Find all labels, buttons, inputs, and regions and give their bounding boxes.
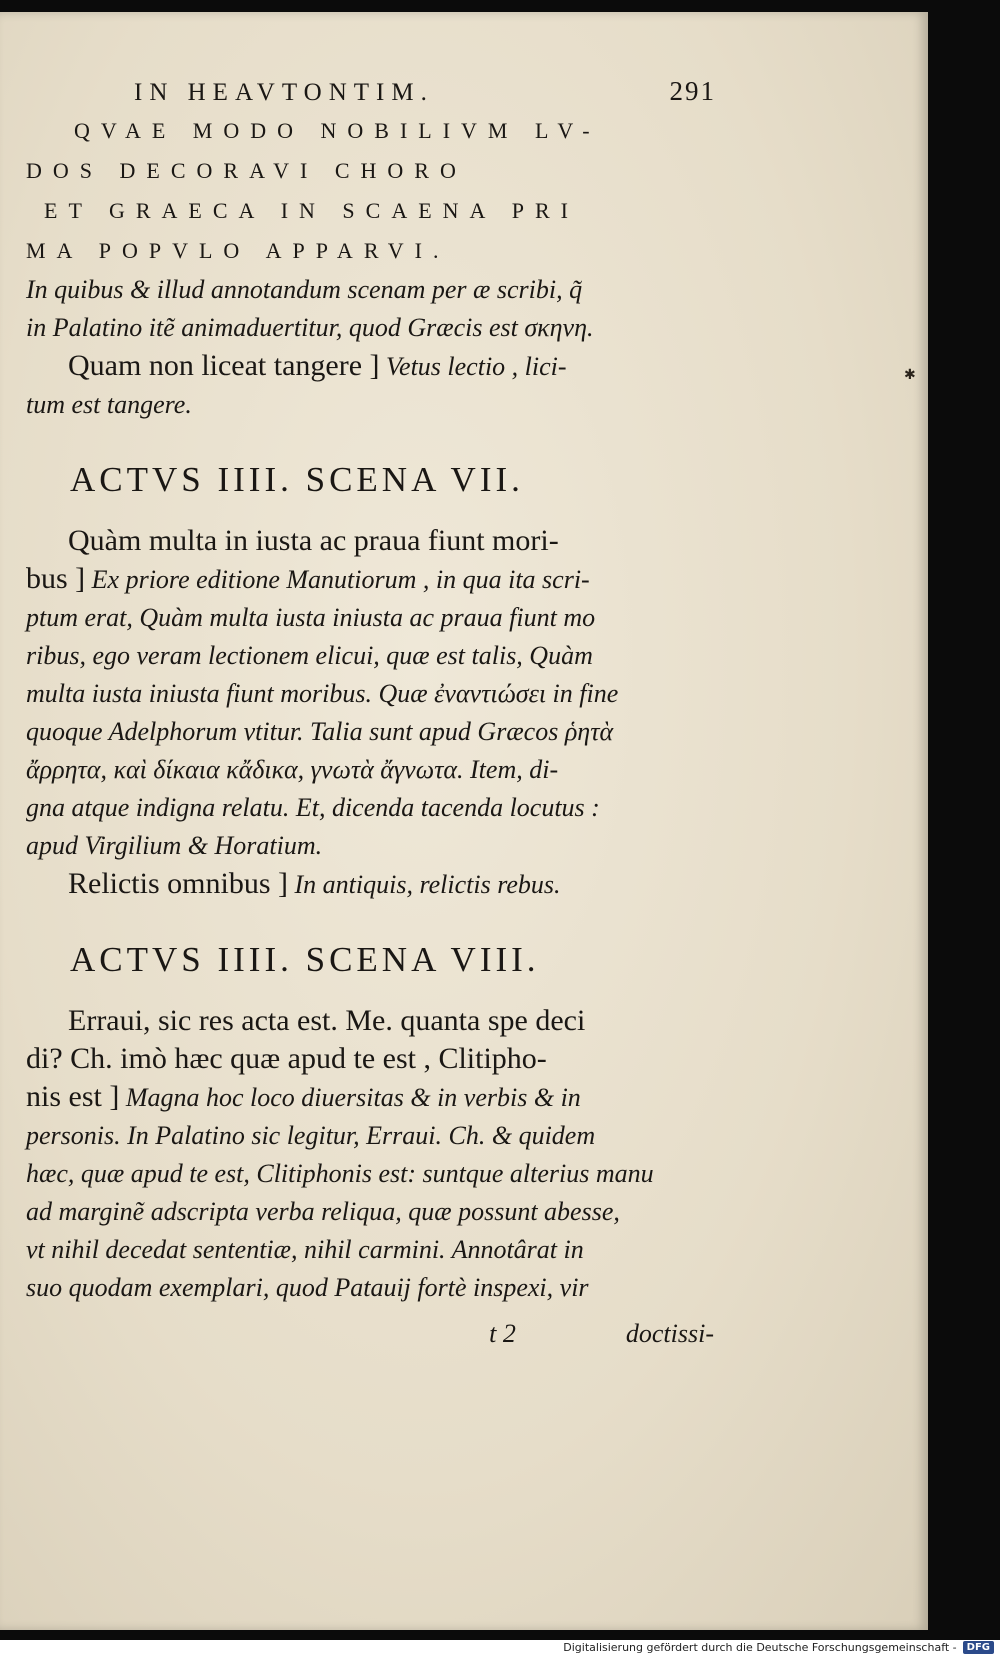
lemma-paragraph: [26, 865, 716, 904]
section-heading: ACTVS IIII. SCENA VII.: [70, 460, 524, 499]
text-line: Erraui, sic res acta est. Me. quanta spe deci: [68, 1004, 586, 1037]
text-line: apud Virgilium & Horatium.: [26, 831, 323, 860]
text-line: vt nihil decedat sententiæ, nihil carmini. Annotârat in: [26, 1235, 584, 1264]
commentary-paragraph: [26, 522, 716, 865]
running-head: IN HEAVTONTIM.: [134, 79, 434, 106]
dfg-logo: DFG: [963, 1641, 994, 1654]
book-page: [0, 12, 928, 1630]
signature-mark: t 2: [489, 1319, 516, 1348]
lemma-paragraph: [26, 347, 716, 424]
text-line: quoque Adelphorum vtitur. Talia sunt apud Græcos ῥητὰ: [26, 717, 614, 746]
text-line: [68, 865, 716, 904]
text-line: ribus, ego veram lectionem elicui, quæ est talis, Quàm: [26, 641, 593, 670]
verse-line: ET GRAECA IN SCAENA PRI: [44, 198, 579, 223]
text-line: ptum erat, Quàm multa iusta iniusta ac praua fiunt mo: [26, 603, 596, 632]
catchword: doctissi-: [625, 1319, 714, 1348]
folio-number: 291: [669, 76, 716, 106]
verse-block: [26, 111, 716, 271]
text-line: suo quodam exemplari, quod Patauij fortè inspexi, vir: [26, 1273, 589, 1302]
lemma-comment: In antiquis, relictis rebus.: [288, 870, 561, 899]
text-line: hæc, quæ apud te est, Clitiphonis est: suntque alterius manu: [26, 1159, 654, 1188]
lemma-comment: Vetus lectio , lici-: [379, 352, 567, 381]
text-line: di? Ch. imò hæc quæ apud te est , Clitipho-: [26, 1042, 547, 1075]
text-line: Quàm multa in iusta ac praua fiunt mori-: [68, 524, 559, 557]
text-line: personis. In Palatino sic legitur, Erraui. Ch. & quidem: [26, 1121, 596, 1150]
lemma-comment: Ex priore editione Manutiorum , in qua ita scri-: [85, 565, 590, 594]
verse-line: MA POPVLO APPARVI.: [26, 238, 450, 263]
text-line: In quibus & illud annotandum scenam per æ scribi, q̃: [26, 275, 583, 304]
text-line: [26, 560, 716, 599]
lemma-comment: Magna hoc loco diuersitas & in verbis & in: [119, 1083, 581, 1112]
ink-blot-mark: ✱: [904, 367, 916, 383]
page-footer-line: [26, 1319, 716, 1349]
text-line: tum est tangere.: [26, 390, 192, 419]
text-line: [26, 1078, 716, 1117]
section-heading: ACTVS IIII. SCENA VIII.: [70, 940, 540, 979]
text-line: in Palatino itẽ animaduertitur, quod Græcis est σκηνη.: [26, 313, 594, 342]
digitization-credit: [563, 1641, 994, 1654]
lemma-text: Relictis omnibus ]: [68, 867, 288, 900]
lemma-text: nis est ]: [26, 1080, 120, 1113]
note-paragraph: [26, 271, 716, 347]
text-line: ἄρρητα, καὶ δίκαια κἄδικα, γνωτὰ ἄγνωτα. Item, di-: [26, 755, 559, 784]
verse-line: QVAE MODO NOBILIVM LV-: [74, 118, 601, 143]
commentary-paragraph: [26, 1002, 716, 1307]
text-line: [68, 347, 716, 386]
text-line: gna atque indigna relatu. Et, dicenda tacenda locutus :: [26, 793, 600, 822]
page-header: [134, 76, 716, 107]
text-line: multa iusta iniusta fiunt moribus. Quæ ἐναντιώσει in fine: [26, 679, 619, 708]
lemma-text: Quam non liceat tangere ]: [68, 349, 380, 382]
verse-line: DOS DECORAVI CHORO: [26, 158, 467, 183]
lemma-text: bus ]: [26, 562, 86, 595]
credit-text: Digitalisierung gefördert durch die Deutsche Forschungsgemeinschaft -: [563, 1641, 957, 1654]
page-text: [26, 76, 716, 1349]
text-line: ad marginẽ adscripta verba reliqua, quæ possunt abesse,: [26, 1197, 620, 1226]
